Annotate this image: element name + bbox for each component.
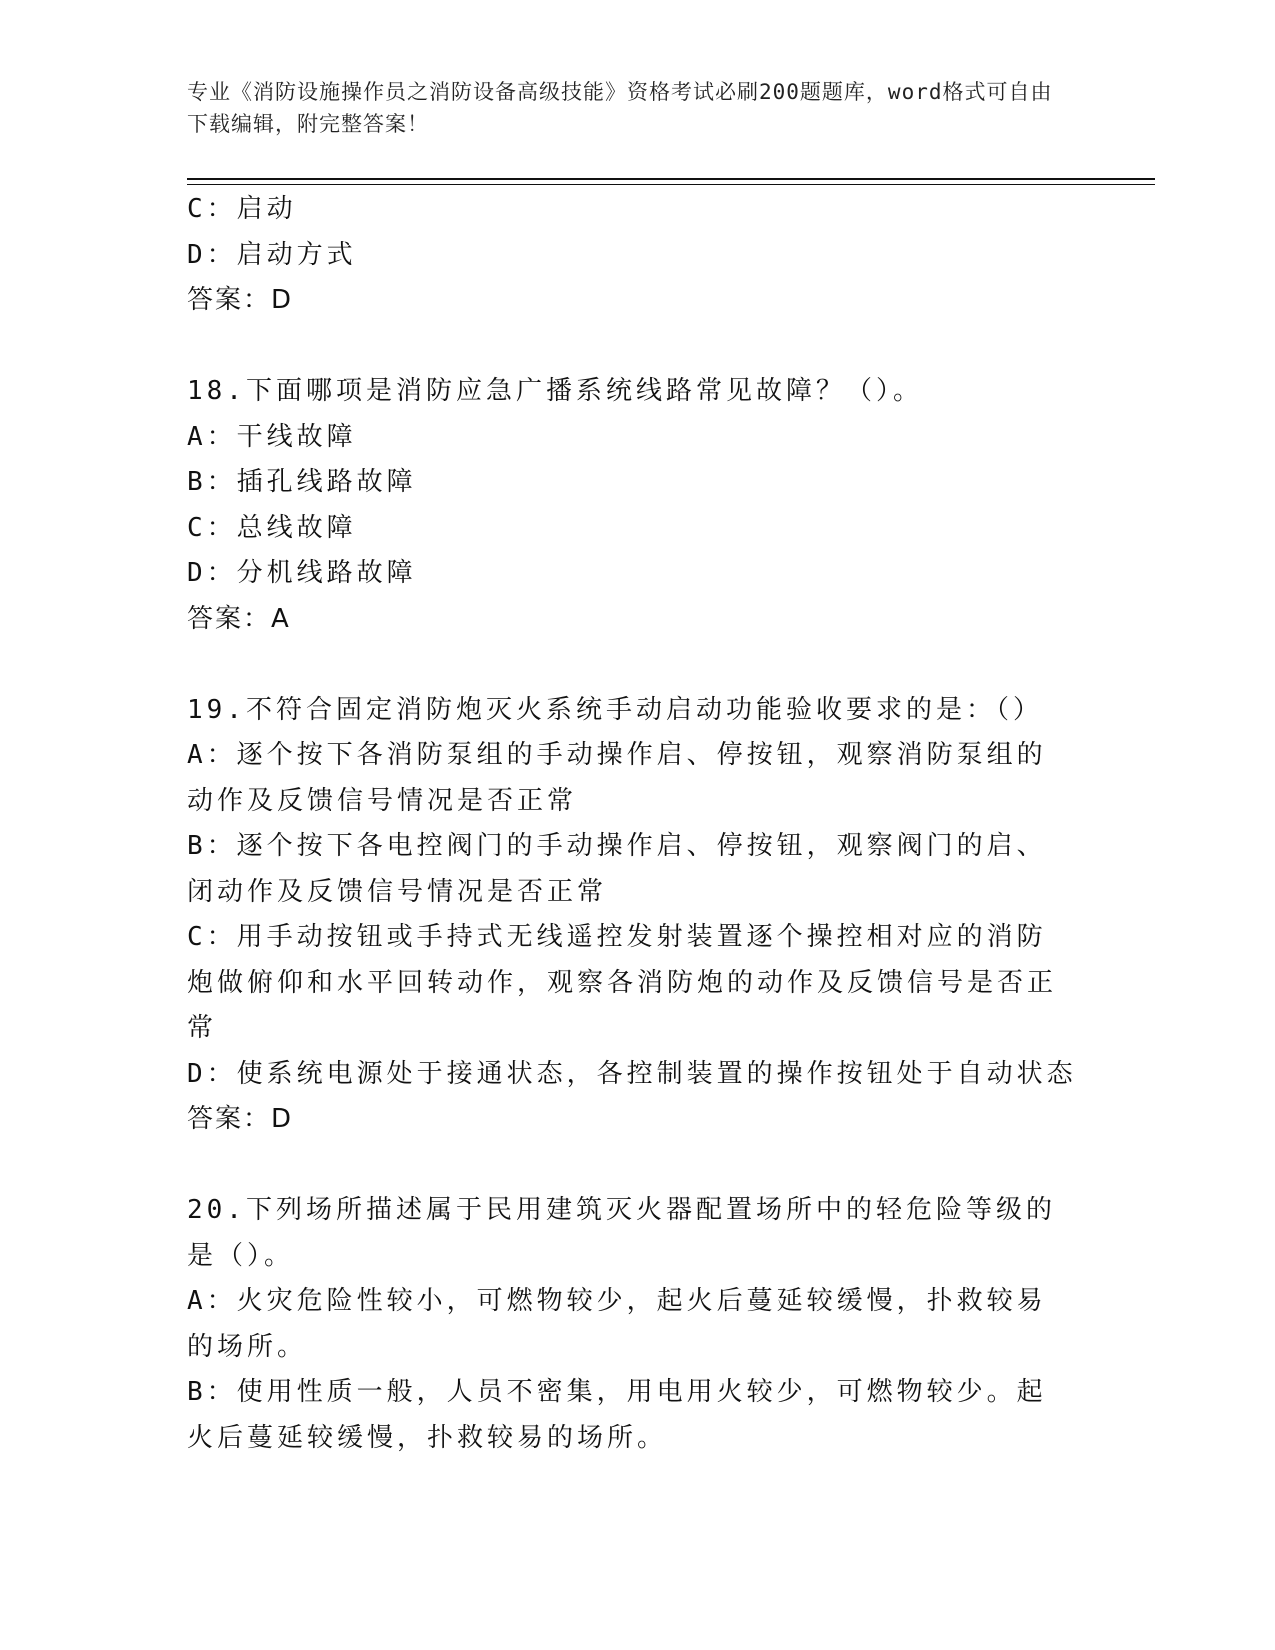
option-c: C：总线故障	[187, 512, 357, 543]
option-a: A：逐个按下各消防泵组的手动操作启、停按钮，观察消防泵组的动作及反馈信号情况是否正常	[187, 740, 1047, 816]
option-b: B：逐个按下各电控阀门的手动操作启、停按钮，观察阀门的启、闭动作及反馈信号情况是否正常	[187, 831, 1047, 907]
header-divider-thin	[187, 184, 1155, 185]
answer-line: 答案：D	[187, 285, 294, 315]
option-a: A：火灾危险性较小，可燃物较少，起火后蔓延较缓慢，扑救较易的场所。	[187, 1286, 1047, 1362]
option-d: D：启动方式	[187, 239, 357, 270]
question-content	[187, 187, 1087, 1461]
answer-line: 答案：A	[187, 603, 291, 634]
question-stem: 20.下列场所描述属于民用建筑灭火器配置场所中的轻危险等级的是（）。	[187, 1195, 1056, 1271]
option-d: D：使系统电源处于接通状态，各控制装置的操作按钮处于自动状态	[187, 1058, 1077, 1089]
option-b: B：插孔线路故障	[187, 467, 417, 497]
question-stem: 19.不符合固定消防炮灭火系统手动启动功能验收要求的是：（）	[187, 694, 1043, 725]
spacer	[187, 324, 1087, 370]
option-c: C：启动	[187, 194, 297, 224]
option-c: C：用手动按钮或手持式无线遥控发射装置逐个操控相对应的消防炮做俯仰和水平回转动作，观察各消防炮的动作及反馈信号是否正常	[187, 922, 1058, 1043]
spacer	[187, 1143, 1087, 1189]
header-divider-thick	[187, 178, 1155, 180]
option-d: D：分机线路故障	[187, 558, 417, 588]
option-b: B：使用性质一般，人员不密集，用电用火较少，可燃物较少。起火后蔓延较缓慢，扑救较易的场所。	[187, 1377, 1047, 1453]
question-stem: 18.下面哪项是消防应急广播系统线路常见故障？（）。	[187, 376, 923, 406]
answer-line: 答案：D	[187, 1104, 294, 1134]
document-header: 专业《消防设施操作员之消防设备高级技能》资格考试必刷200题题库，word格式可自由下载编辑，附完整答案！	[187, 80, 1053, 136]
option-a: A：干线故障	[187, 421, 357, 452]
spacer	[187, 642, 1087, 688]
